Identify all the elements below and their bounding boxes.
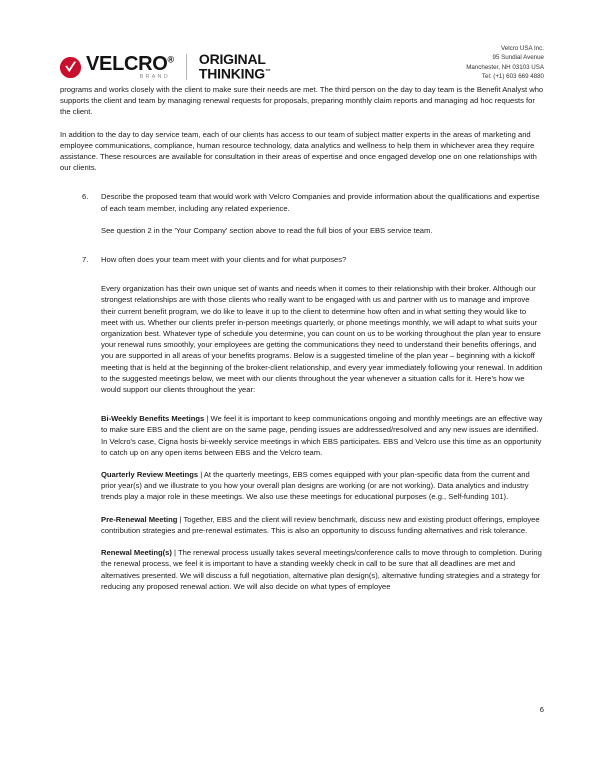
answer-7-text: Every organization has their own unique set of wants and needs when it comes to their relationship with their broker. Although our strongest relationships are with those clients who really want to be engaged with us and partner with us to manage and improve their current benefit program, we do like to leave it up to the client to determine how often and in what setting they would like to meet with us. Whether our clients prefer in-person meetings quarterly, or phone meetings monthly, we will adapt to what suits your organization best. Whatever type of schedule you determine, you can count on us to be working throughout the plan year to ensure your renewal runs smoothly, your employees are getting the communications they need to understand their benefits offerings, and you are supported in all areas of your benefits programs. Below is a suggested timeline of the plan year – beginning with a kickoff meeting that is held at the beginning of the broker-client relationship, and every year immediately following your renewal. In addition to the suggested meetings below, we meet with our clients throughout the year whenever a situation calls for it. Here's how we would support our clients throughout the year: [101,284,543,395]
meeting-separator: | [171,548,178,558]
velcro-brand-logo [60,54,174,81]
logo-divider [186,54,187,80]
address-street: 95 Sundial Avenue [492,54,544,62]
company-address-block [466,44,544,82]
tagline-line-2-row [199,66,271,81]
page-number: 6 [539,705,544,714]
meeting-block-bi-weekly [60,413,544,458]
velcro-logo-lockup [60,52,271,82]
meeting-separator: | [204,414,211,424]
velcro-brand-subtext: BRAND [139,73,170,80]
question-6-text: Describe the proposed team that would work with Velcro Companies and provide information about the qualifications and expertise of each team member, including any related experience. [101,192,540,213]
meeting-description: The renewal process usually takes several meetings/conference calls to move through to completion. During the renewal process, we feel it is important to have a standing weekly check in call to be sure that all deadlines are met and alternatives presented. We will discuss a full negotiation, alternative plan design(s), alternative funding strategies and a strategy for reducing any proposed renewal action. We will also decide on what types of employee [101,548,542,591]
velcro-wordmark [86,54,174,81]
page-header [0,0,600,92]
paragraph-continued: programs and works closely with the client to make sure their needs are met. The third person on the day to day team is the Benefit Analyst who supports the client and team by managing renewal requests for proposals, preparing monthly claim reports and managing ad hoc requests for the client. [60,85,544,117]
meeting-description: We feel it is important to keep communications ongoing and monthly meetings are an effective way to make sure EBS and the client are on the same page, pending issues are addressed/resolved and any new issues are identified. In Velcro's case, Cigna hosts bi-weekly service meetings in which EBS participates. EBS and Velcro use this time as an opportunity to catch up on any open items between EBS and the Velcro team. [101,414,543,457]
meeting-separator: | [198,470,204,480]
question-6-number: 6. [82,192,89,202]
address-phone: Tel: (+1) 603 669 4880 [481,73,544,81]
meeting-block-quarterly-review [60,469,544,503]
spacer [60,406,544,413]
meeting-lead-label: Quarterly Review Meetings [101,470,199,480]
address-company: Velcro USA Inc. [501,45,544,52]
paragraph-subject-matter-experts: In addition to the day to day service team, each of our clients has access to our team of subject matter experts in the areas of marketing and employee communications, compliance, human resource technology, data analytics and wellness to help them in whichever area they require assistance. These resources are available for consultation in their areas of expertise and once engaged develop one on one relationships with our clients. [60,129,537,173]
spacer [60,276,544,283]
meeting-separator: | [177,514,184,524]
answer-6-text: See question 2 in the 'Your Company' section above to read the full bios of your EBS service team. [101,225,433,235]
address-city-state: Manchester, NH 03103 USA [466,63,544,71]
document-body [0,84,600,603]
spacer [60,184,544,191]
question-7-number: 7. [82,255,89,265]
velcro-word: VELCRO® [86,52,174,75]
meeting-lead-label: Renewal Meeting(s) [101,548,172,558]
meeting-block-pre-renewal [60,514,544,536]
meeting-description: Together, EBS and the client will review benchmark, discuss new and existing product offerings, employee contribution strategies and pre-renewal estimates. This is also an opportunity to discuss funding alternatives and risk tolerance. [101,514,540,535]
list-item-question-6 [60,191,544,213]
meeting-block-renewal [60,547,544,592]
list-item-question-7 [60,254,544,265]
trademark-mark-icon: ™ [264,69,271,76]
meeting-description: At the quarterly meetings, EBS comes equipped with your plan-specific data from the current and prior year(s) and we illustrate to you how your overall plan designs are working (or are not working). Data analytics and industry trends play a major role in these meetings. We also use these meetings for educational purposes (e.g., Self-funding 101). [101,470,530,502]
registered-mark-icon: ® [167,54,174,65]
velcro-check-circle-icon [60,57,81,78]
meeting-lead-label: Bi-Weekly Benefits Meetings [101,414,205,424]
original-thinking-tagline [199,53,271,81]
tagline-line-2: THINKING [198,65,265,82]
spacer [60,247,544,254]
question-7-text: How often does your team meet with your clients and for what purposes? [101,255,347,265]
meeting-lead-label: Pre-Renewal Meeting [101,514,178,524]
tagline-line-1: ORIGINAL [198,51,266,68]
